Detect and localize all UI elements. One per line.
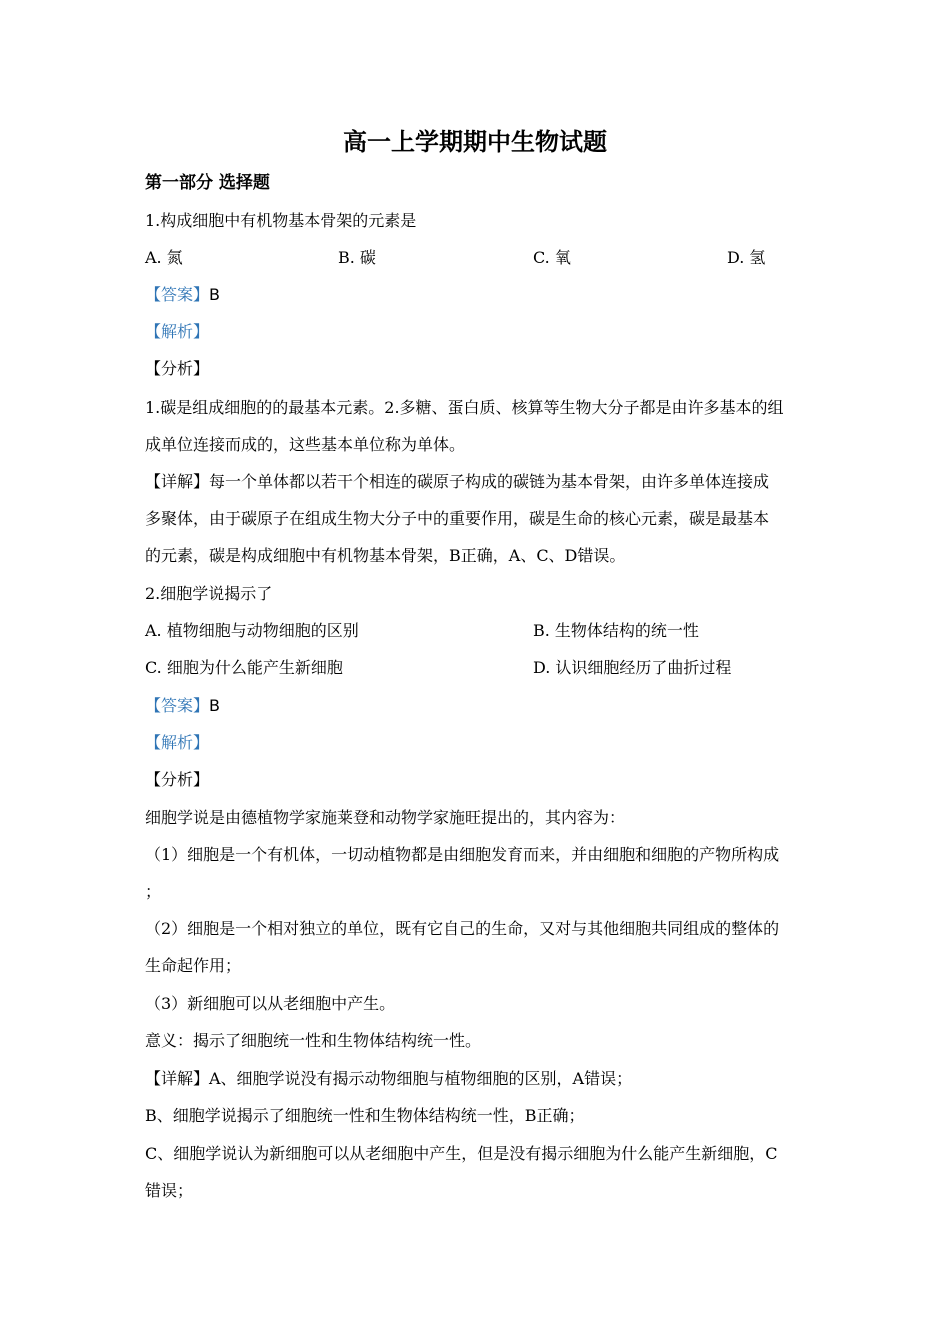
q2-body-line-2: （1）细胞是一个有机体，一切动植物都是由细胞发育而来，并由细胞和细胞的产物所构成: [145, 845, 780, 864]
q2-body-line-3: ；: [145, 882, 162, 901]
q1-fenxi-line-2: 成单位连接而成的，这些基本单位称为单体。: [145, 435, 466, 454]
q2-body-line-5: 生命起作用；: [145, 956, 242, 975]
q1-fenxi-tag: 【分析】: [145, 359, 210, 378]
q2-body-line-7: 意义：揭示了细胞统一性和生物体结构统一性。: [145, 1031, 482, 1050]
q2-body-line-1: 细胞学说是由德植物学家施莱登和动物学家施旺提出的，其内容为：: [145, 808, 626, 827]
q2-option-b: B. 生物体结构的统一性: [533, 621, 699, 640]
q1-option-b: B. 碳: [338, 248, 376, 267]
question-2-stem: 2.细胞学说揭示了: [145, 584, 273, 603]
q1-option-a: A. 氮: [145, 248, 183, 267]
q1-analysis-tag: 【解析】: [145, 322, 210, 341]
q2-option-a: A. 植物细胞与动物细胞的区别: [145, 621, 359, 640]
q2-body-line-11: 错误；: [145, 1181, 194, 1200]
q2-option-c: C. 细胞为什么能产生新细胞: [145, 658, 343, 677]
q2-body-line-6: （3）新细胞可以从老细胞中产生。: [145, 994, 396, 1013]
page-title: 高一上学期期中生物试题: [343, 128, 607, 156]
q2-analysis-tag: 【解析】: [145, 733, 210, 752]
q2-answer-tag: 【答案】: [145, 696, 210, 715]
q1-option-c: C. 氧: [533, 248, 571, 267]
q2-answer-value: B: [209, 696, 220, 715]
q1-answer: [145, 284, 220, 306]
q1-answer-tag: 【答案】: [145, 285, 210, 304]
q2-body-line-8: 【详解】A、细胞学说没有揭示动物细胞与植物细胞的区别，A错误；: [145, 1069, 633, 1088]
q2-body-line-9: B、细胞学说揭示了细胞统一性和生物体结构统一性，B正确；: [145, 1106, 585, 1125]
q1-fenxi-line-1: 1.碳是组成细胞的的最基本元素。2.多糖、蛋白质、核算等生物大分子都是由许多基本的组: [145, 398, 784, 417]
q2-fenxi-tag: 【分析】: [145, 770, 210, 789]
q2-body-line-10: C、细胞学说认为新细胞可以从老细胞中产生，但是没有揭示细胞为什么能产生新细胞，C: [145, 1144, 778, 1163]
question-1-stem: 1.构成细胞中有机物基本骨架的元素是: [145, 211, 417, 230]
q1-answer-value: B: [209, 285, 220, 304]
q1-detail-line-2: 多聚体，由于碳原子在组成生物大分子中的重要作用，碳是生命的核心元素，碳是最基本: [145, 509, 770, 528]
q1-detail-line-3: 的元素，碳是构成细胞中有机物基本骨架，B正确，A、C、D错误。: [145, 546, 626, 565]
section-heading: 第一部分 选择题: [145, 173, 270, 193]
q2-body-line-4: （2）细胞是一个相对独立的单位，既有它自己的生命，又对与其他细胞共同组成的整体的: [145, 919, 780, 938]
q2-answer: [145, 695, 220, 717]
q1-option-d: D. 氢: [727, 248, 766, 267]
q1-detail-line-1: 【详解】每一个单体都以若干个相连的碳原子构成的碳链为基本骨架，由许多单体连接成: [145, 472, 770, 491]
q2-option-d: D. 认识细胞经历了曲折过程: [533, 658, 732, 677]
